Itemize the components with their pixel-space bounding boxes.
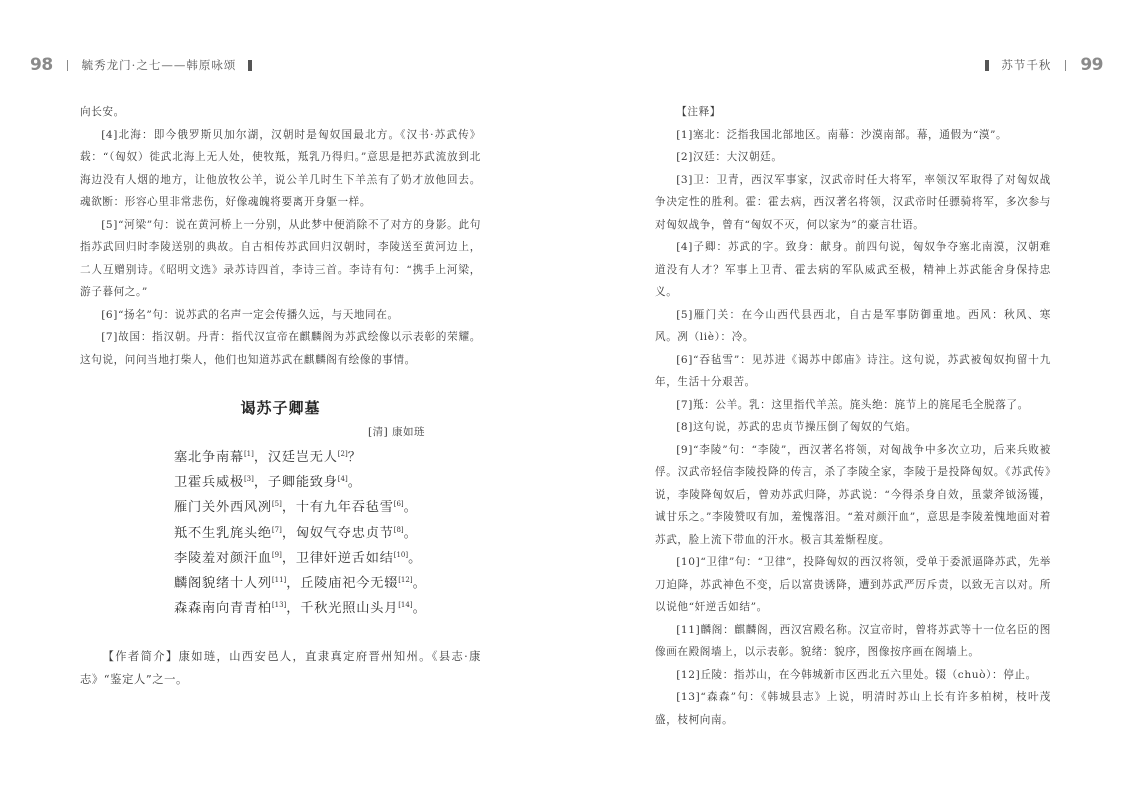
poem-line: 雁门关外西风冽[5]，十有九年吞毡雪[6]。: [174, 500, 418, 516]
right-running-title: 苏节千秋: [1001, 58, 1052, 72]
annotation-paragraph: [5]雁门关：在今山西代县西北，自古是军事防御重地。西风：秋风、寒风。冽（liè）：冷。: [655, 308, 1051, 343]
right-page-annotations: [655, 101, 1051, 731]
note-paragraph: [6]“扬名”句：说苏武的名声一定会传播久远，与天地同在。: [101, 308, 399, 321]
poem-line: 森森南向青青柏[13]，千秋光照山头月[14]。: [174, 601, 427, 617]
note-paragraph: 向长安。: [80, 106, 125, 118]
note-paragraph: [5]“河梁”句：说在黄河桥上一分别，从此梦中便消除不了对方的身影。此句指苏武回归时李陵送别的典故。自古相传苏武回归汉朝时，李陵送至黄河边上，二人互赠别诗。《昭明文选》录苏诗四首，李诗三首。李诗有句：“携手上河梁，游子暮何之。”: [80, 218, 481, 298]
footnote-ref: [10]: [393, 550, 409, 559]
right-page-number: 99: [1080, 55, 1103, 75]
annotation-paragraph: [3]卫：卫青，西汉军事家，汉武帝时任大将军，率领汉军取得了对匈奴战争决定性的胜利。霍：霍去病，西汉著名将领，汉武帝时任骠骑将军，多次参与对匈奴战争，曾有“匈奴不灭，何以家为”的豪言壮语。: [655, 173, 1051, 231]
footnote-ref: [11]: [271, 576, 287, 585]
poem-line: 麟阁貌绪十人列[11]，丘陵庙祀今无辍[12]。: [174, 576, 427, 592]
left-running-title: 毓秀龙门·之七——韩原咏颂: [81, 58, 237, 72]
footnote-ref: [14]: [398, 601, 413, 610]
footnote-ref: [4]: [337, 475, 348, 484]
note-paragraph: [7]故国：指汉朝。丹青：指代汉宣帝在麒麟阁为苏武绘像以示表彰的荣耀。这句说，问问当地打柴人，他们也知道苏武在麒麟阁有绘像的事情。: [80, 331, 481, 366]
annotation-paragraph: [10]“卫律”句：“卫律”，投降匈奴的西汉将领，受单于委派逼降苏武，先举刀迫降，苏武神色不变，后以富贵诱降，遭到苏武严厉斥责，以致无言以对。所以说他“奸逆舌如结”。: [655, 556, 1051, 613]
footnote-ref: [7]: [271, 525, 282, 534]
poem-line: 卫霍兵威极[3]，子卿能致身[4]。: [174, 475, 362, 491]
poem-line: 羝不生乳旄头绝[7]，匈奴气夺忠贞节[8]。: [174, 525, 418, 541]
poem-line: 塞北争南幕[1]，汉廷岂无人[2]？: [174, 450, 362, 465]
annotation-paragraph: [11]麟阁：麒麟阁，西汉宫殿名称。汉宣帝时，曾将苏武等十一位名臣的图像画在殿阁墙上，以示表彰。貌绪：貌序，图像按序画在阁墙上。: [655, 623, 1051, 658]
header-divider: [1065, 60, 1066, 71]
header-divider: [67, 60, 68, 71]
footnote-ref: [12]: [398, 576, 413, 585]
note-paragraph: [4]北海：即今俄罗斯贝加尔湖，汉朝时是匈奴国最北方。《汉书·苏武传》载：“（匈奴）徙武北海上无人处，使牧羝，羝乳乃得归。”意思是把苏武流放到北海边没有人烟的地方，让他放牧公羊，说公羊几时生下羊羔有了奶才放他回去。魂欲断：形容心里非常悲伤，好像魂魄将要离开身躯一样。: [80, 128, 481, 208]
left-page-header: [30, 52, 264, 78]
footnote-ref: [6]: [393, 500, 404, 509]
poem-body: [174, 445, 427, 621]
annotation-paragraph: [9]“李陵”句：“李陵”，西汉著名将领，对匈战争中多次立功，后来兵败被俘。汉武帝轻信李陵投降的传言，杀了李陵全家，李陵于是投降匈奴。《苏武传》说，李陵降匈奴后，曾劝苏武归降，苏武说：“今得杀身自效，虽蒙斧钺汤镬，诚甘乐之。”李陵赞叹有加，羞愧落泪。“羞对颜汗血”，意思是李陵羞愧地面对着苏武，脸上流下带血的汗水。极言其羞惭程度。: [655, 443, 1051, 546]
poem-line: 李陵羞对颜汗血[9]，卫律奸逆舌如结[10]。: [174, 550, 423, 566]
annotation-paragraph: [7]羝：公羊。乳：这里指代羊羔。旄头绝：旄节上的旄尾毛全脱落了。: [676, 398, 1029, 411]
footnote-ref: [9]: [271, 550, 282, 559]
left-page-number: 98: [30, 55, 53, 75]
footnote-ref: [2]: [337, 450, 348, 458]
annotation-paragraph: [1]塞北：泛指我国北部地区。南幕：沙漠南部。幕，通假为“漠”。: [676, 128, 1008, 141]
footnote-ref: [3]: [243, 475, 254, 484]
header-marker-bar: [248, 60, 252, 71]
author-intro-text: 【作者简介】康如琏，山西安邑人，直隶真定府晋州知州。《县志·康志》“鉴定人”之一。: [80, 650, 481, 686]
header-marker-bar: [985, 60, 989, 71]
footnote-ref: [1]: [243, 450, 254, 458]
footnote-ref: [5]: [271, 500, 282, 509]
annotation-paragraph: [2]汉廷：大汉朝廷。: [676, 151, 783, 163]
annotation-paragraph: [13]“森森”句：《韩城县志》上说，明清时苏山上长有许多柏树，枝叶茂盛，枝柯向南。: [655, 691, 1051, 726]
annotations-heading: 【注释】: [676, 106, 721, 118]
annotation-paragraph: [4]子卿：苏武的字。致身：献身。前四句说，匈奴争夺塞北南漠，汉朝难道没有人才？军事上卫青、霍去病的军队威武至极，精神上苏武能舍身保持忠义。: [655, 241, 1051, 298]
annotation-paragraph: [8]这句说，苏武的忠贞节操压倒了匈奴的气焰。: [676, 421, 917, 433]
right-page-header: [973, 52, 1103, 78]
poem-title: 谒苏子卿墓: [240, 399, 321, 417]
author-intro: [80, 645, 481, 691]
footnote-ref: [8]: [393, 525, 404, 534]
poem-author: [清] 康如琏: [368, 426, 426, 438]
footnote-ref: [13]: [271, 601, 287, 610]
annotation-paragraph: [6]“吞毡雪”：见苏进《谒苏中郎庙》诗注。这句说，苏武被匈奴拘留十九年，生活十分艰苦。: [655, 353, 1051, 388]
annotation-paragraph: [12]丘陵：指苏山，在今韩城新市区西北五六里处。辍（chuò）：停止。: [676, 668, 1037, 681]
left-page-notes: [80, 101, 481, 371]
